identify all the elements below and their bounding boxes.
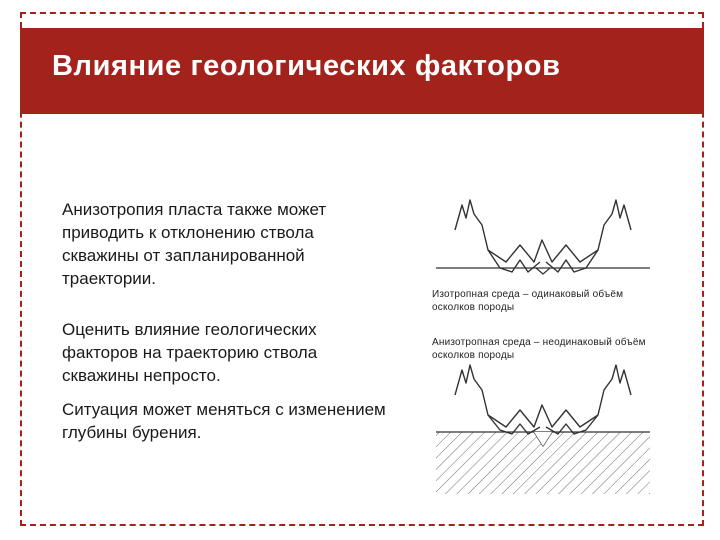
anisotropic-bit-diagram — [436, 365, 650, 494]
caption-isotropic: Изотропная среда – одинаковый объём осколков породы — [432, 289, 624, 313]
slide-title: Влияние геологических факторов — [52, 50, 561, 82]
isotropic-bit-diagram — [436, 200, 650, 274]
paragraph-anisotropy: Анизотропия пласта также может приводить к отклонению ствола скважины от запланированной траектории. — [62, 200, 327, 288]
caption-anisotropic: Анизотропная среда – неодинаковый объём осколков породы — [432, 337, 646, 361]
paragraph-evaluation: Оценить влияние геологических факторов на траекторию ствола скважины непросто. — [62, 320, 318, 385]
paragraph-depth: Ситуация может меняться с изменением глубины бурения. — [62, 400, 386, 442]
